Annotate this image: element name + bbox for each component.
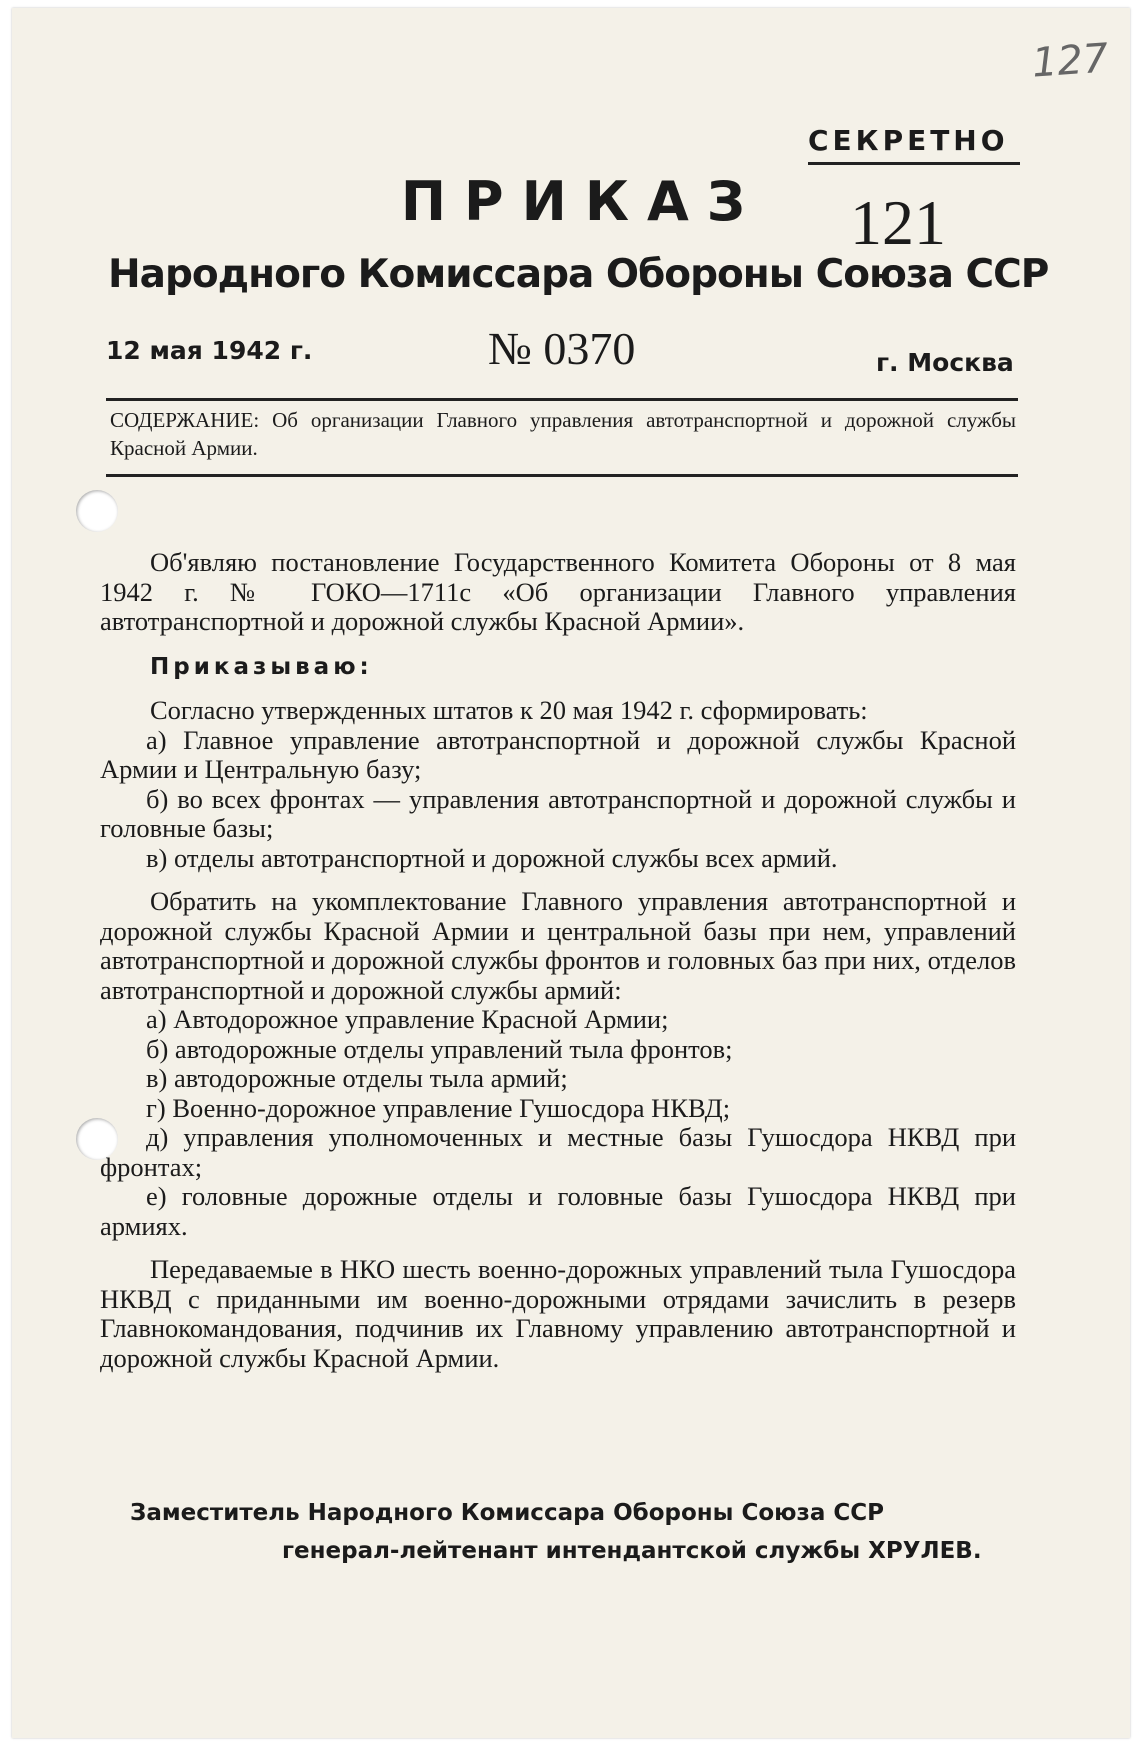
document-subtitle: Народного Комиссара Обороны Союза ССР: [108, 252, 1049, 297]
secrecy-underline: [808, 162, 1020, 165]
order-date: 12 мая 1942 г.: [106, 336, 313, 365]
subject-line: СОДЕРЖАНИЕ: Об организации Главного управления автотранспортной и дорожной службы Красной Армии.: [110, 408, 1016, 460]
form-paragraph: Согласно утвержденных штатов к 20 мая 1942 г. сформировать:: [150, 695, 868, 725]
list-item: в) отделы автотранспортной и дорожной службы всех армий.: [146, 842, 838, 873]
order-city: г. Москва: [876, 348, 1014, 377]
list-item: е) головные дорожные отделы и головные базы Гушосдора НКВД при армиях.: [100, 1181, 1016, 1241]
list-item: в) автодорожные отделы тыла армий;: [146, 1063, 568, 1093]
staff-paragraph: Обратить на укомплектование Главного управления автотранспортной и дорожной службы Красной Армии и центральной базы при нем, управлений автотранспортной и дорожной службы фронтов и головных баз при них, отделов автотранспортной и дорожной службы армий:: [100, 886, 1016, 1005]
bottom-divider: [106, 474, 1018, 477]
stamped-number: 121: [850, 187, 946, 258]
final-paragraph: Передаваемые в НКО шесть военно-дорожных управлений тыла Гушосдора НКВД с приданными им военно-дорожными отрядами зачислить в резерв Главнокомандования, подчинив их Главному управлению автотранспортной и дорожной службы Красной Армии.: [100, 1254, 1016, 1373]
handwritten-page-number: 127: [1030, 35, 1110, 87]
list-item: б) автодорожные отделы управлений тыла фронтов;: [146, 1033, 733, 1064]
punch-hole: [76, 490, 118, 532]
command-heading: Приказываю:: [150, 653, 373, 680]
order-number: № 0370: [488, 323, 636, 374]
intro-paragraph: Об'являю постановление Государственного Комитета Обороны от 8 мая 1942 г. № ГОКО—1711с «Об организации Главного управления автотранспортной и дорожной службы Красной Армии».: [100, 547, 1016, 636]
top-divider: [106, 398, 1018, 401]
document-title: ПРИКАЗ: [400, 170, 764, 233]
signatory-name: генерал-лейтенант интендантской службы ХРУЛЕВ.: [282, 1538, 982, 1564]
list-item: д) управления уполномоченных и местные базы Гушосдора НКВД при фронтах;: [100, 1122, 1016, 1182]
order-body: [100, 548, 1016, 1373]
signatory-position: Заместитель Народного Комиссара Обороны Союза ССР: [130, 1500, 885, 1526]
list-item: г) Военно-дорожное управление Гушосдора НКВД;: [146, 1092, 731, 1123]
secrecy-label: СЕКРЕТНО: [808, 124, 1009, 157]
list-item: б) во всех фронтах — управления автотранспортной и дорожной службы и головные базы;: [100, 783, 1016, 843]
list-item: а) Автодорожное управление Красной Армии;: [146, 1004, 669, 1034]
list-item: а) Главное управление автотранспортной и дорожной службы Красной Армии и Центральную базу;: [100, 724, 1016, 784]
